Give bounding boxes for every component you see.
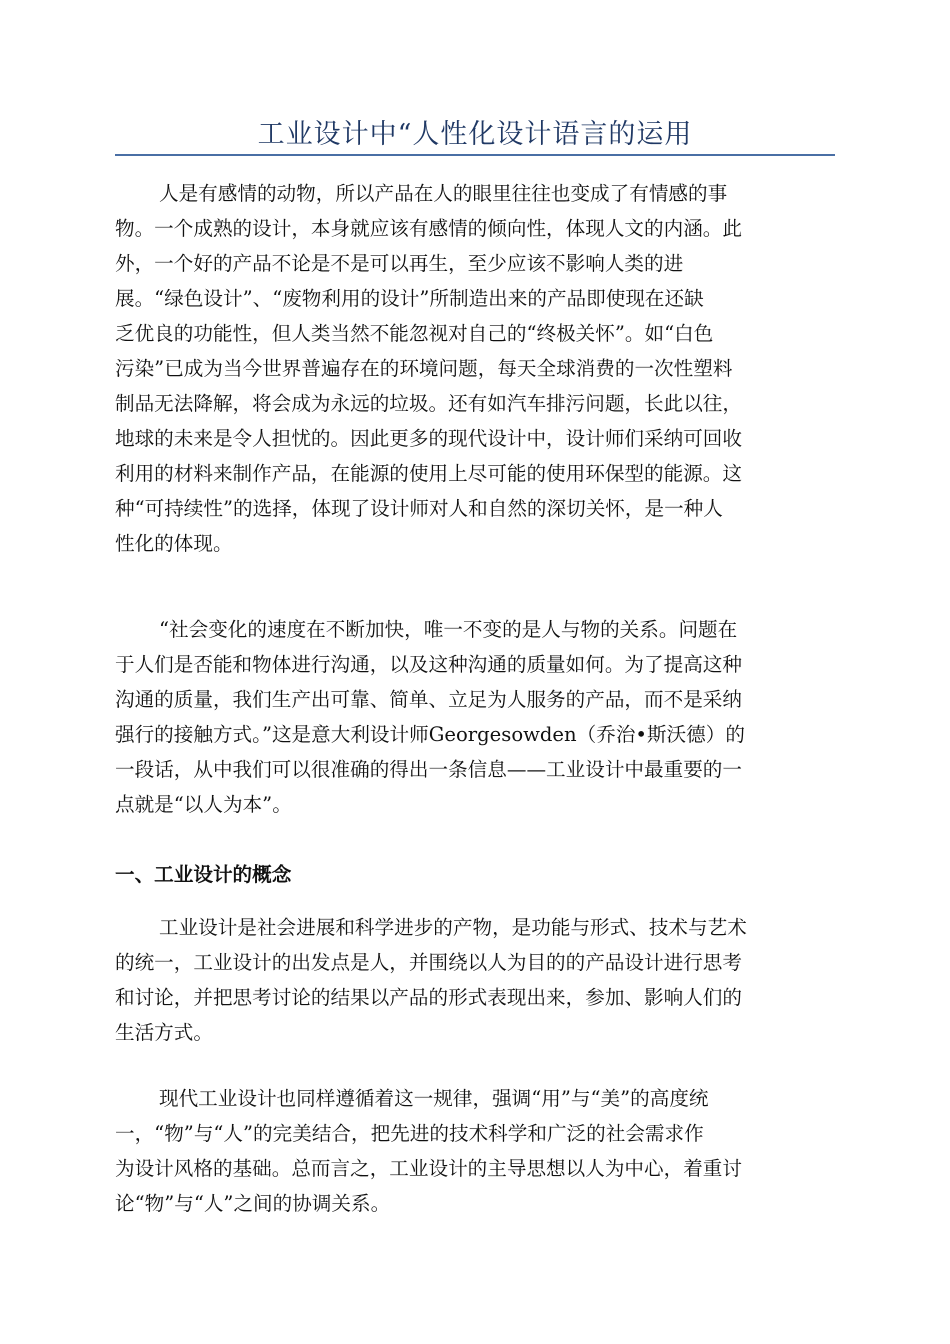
text-line: 展。“绿色设计”、“废物利用的设计”所制造出来的产品即使现在还缺: [115, 287, 704, 310]
text-line: 工业设计是社会进展和科学进步的产物，是功能与形式、技术与艺术: [159, 916, 747, 939]
text-line: 论“物”与“人”之间的协调关系。: [115, 1192, 391, 1215]
text-line: 强行的接触方式。”这是意大利设计师Georgesowden（乔治•斯沃德）的: [115, 723, 745, 746]
text-line: 点就是“以人为本”。: [115, 793, 292, 816]
text-line: 现代工业设计也同样遵循着这一规律，强调“用”与“美”的高度统: [159, 1087, 709, 1110]
paragraph-2: [115, 612, 833, 822]
text-line: 于人们是否能和物体进行沟通，以及这种沟通的质量如何。为了提高这种: [115, 653, 742, 676]
paragraph-3: [115, 910, 833, 1050]
text-line: 一段话，从中我们可以很准确的得出一条信息——工业设计中最重要的一: [115, 758, 742, 781]
paragraph-4: [115, 1081, 833, 1221]
text-line: 和讨论，并把思考讨论的结果以产品的形式表现出来，参加、影响人们的: [115, 986, 742, 1009]
text-line: 一，“物”与“人”的完美结合，把先进的技术科学和广泛的社会需求作: [115, 1122, 704, 1145]
text-line: 制品无法降解，将会成为永远的垃圾。还有如汽车排污问题，长此以往，: [115, 392, 742, 415]
text-line: 性化的体现。: [115, 532, 233, 555]
paragraph-1: [115, 176, 833, 561]
section-heading: 一、工业设计的概念: [115, 863, 292, 886]
text-line: “社会变化的速度在不断加快，唯一不变的是人与物的关系。问题在: [159, 618, 738, 641]
title-underline: [115, 154, 835, 156]
text-line: 种“可持续性”的选择，体现了设计师对人和自然的深切关怀，是一种人: [115, 497, 723, 520]
text-line: 的统一，工业设计的出发点是人，并围绕以人为目的的产品设计进行思考: [115, 951, 742, 974]
text-line: 外，一个好的产品不论是不是可以再生，至少应该不影响人类的进: [115, 252, 684, 275]
text-line: 污染”已成为当今世界普遍存在的环境问题，每天全球消费的一次性塑料: [115, 357, 733, 380]
text-line: 物。一个成熟的设计，本身就应该有感情的倾向性，体现人文的内涵。此: [115, 217, 742, 240]
text-line: 为设计风格的基础。总而言之，工业设计的主导思想以人为中心，着重讨: [115, 1157, 742, 1180]
text-line: 乏优良的功能性，但人类当然不能忽视对自己的“终极关怀”。如“白色: [115, 322, 714, 345]
text-line: 利用的材料来制作产品，在能源的使用上尽可能的使用环保型的能源。这: [115, 462, 742, 485]
text-line: 沟通的质量，我们生产出可靠、简单、立足为人服务的产品，而不是采纳: [115, 688, 742, 711]
text-line: 人是有感情的动物，所以产品在人的眼里往往也变成了有情感的事: [159, 182, 728, 205]
text-line: 生活方式。: [115, 1021, 213, 1044]
text-line: 地球的未来是令人担忧的。因此更多的现代设计中，设计师们采纳可回收: [115, 427, 742, 450]
document-title: 工业设计中“人性化设计语言的运用: [257, 119, 693, 150]
